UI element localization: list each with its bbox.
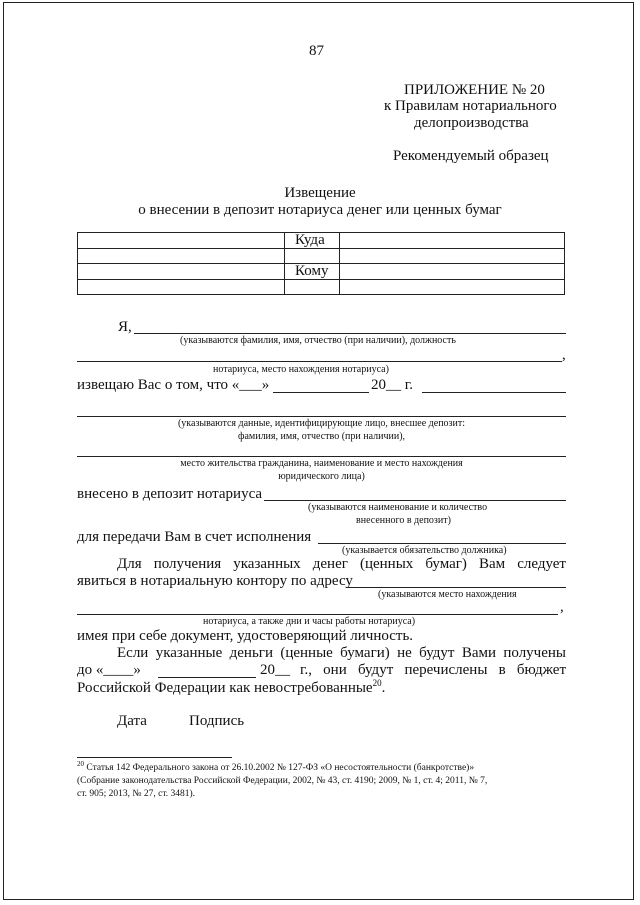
if-text: Если указанные деньги (ценные бумаги) не будут Вами получены xyxy=(117,645,566,661)
hint-depositor-2: фамилия, имя, отчество (при наличии), xyxy=(237,431,406,442)
date-label: Дата xyxy=(117,713,147,729)
notify-tail-line[interactable] xyxy=(422,392,566,393)
i-prefix: Я, xyxy=(118,319,132,335)
appendix-record-keeping: делопроизводства xyxy=(414,115,529,131)
to-where-field[interactable] xyxy=(340,233,565,249)
notary-line[interactable] xyxy=(77,361,562,362)
receive-text: Для получения указанных денег (ценных бумаг) Вам следует xyxy=(117,556,566,572)
year-prefix: 20 xyxy=(371,377,386,393)
footnote-mark: 20 xyxy=(77,760,84,768)
to-whom-label: Кому xyxy=(285,264,340,280)
hint-name-qty-1: (указываются наименование и количество xyxy=(308,502,488,513)
appendix-to-rules: к Правилам нотариального xyxy=(384,98,557,114)
hint-depositor-1: (указываются данные, идентифицирующие лицо, внесшее депозит: xyxy=(177,418,466,429)
footnote-separator xyxy=(77,757,232,758)
until-suffix: г., они будут перечислены в бюджет xyxy=(300,662,566,678)
deposited-text: внесено в депозит нотариуса xyxy=(77,486,263,502)
address-line[interactable] xyxy=(346,587,566,588)
until-prefix: до «____» xyxy=(77,662,141,678)
fio-line[interactable] xyxy=(134,333,566,334)
to-where-label: Куда xyxy=(285,233,340,249)
recommended-sample: Рекомендуемый образец xyxy=(393,148,549,164)
hint-residence-2: юридического лица) xyxy=(278,471,365,482)
hint-location: (указываются место нахождения xyxy=(378,589,517,600)
hint-obligation: (указывается обязательство должника) xyxy=(342,545,507,556)
footnote-line-2: (Собрание законодательства Российской Федерации, 2002, № 43, ст. 4190; 2009, № 1, ст. 4; 2011, № 7, xyxy=(77,776,488,786)
depositor-line-2[interactable] xyxy=(77,456,566,457)
hint-fio: (указываются фамилия, имя, отчество (при наличии), должность xyxy=(180,335,456,346)
document-subtitle: о внесении в депозит нотариуса денег или ценных бумаг xyxy=(138,202,502,218)
until-year: 20__ xyxy=(260,662,290,678)
hint-hours: нотариуса, а также дни и часы работы нотариуса) xyxy=(203,616,416,627)
comma-2: , xyxy=(560,599,564,615)
transfer-text: для передачи Вам в счет исполнения xyxy=(77,529,312,545)
hint-notary: нотариуса, место нахождения нотариуса) xyxy=(213,364,389,375)
address-table xyxy=(77,232,565,295)
appendix-label: ПРИЛОЖЕНИЕ № 20 xyxy=(404,82,545,98)
document-title: Извещение xyxy=(284,185,356,201)
to-whom-field[interactable] xyxy=(340,264,565,280)
hint-name-qty-2: внесенного в депозит) xyxy=(356,515,451,526)
deposited-line[interactable] xyxy=(264,500,566,501)
footnote-line-3: ст. 905; 2013, № 27, ст. 3481). xyxy=(77,789,196,799)
appear-text: явиться в нотариальную контору по адресу xyxy=(77,573,353,589)
transfer-line[interactable] xyxy=(318,543,566,544)
footnote-line-1: $^{20}$ Статья 142 Федерального закона от 26.10.2002 № 127-ФЗ «О несостоятельности (банкротстве)» xyxy=(77,760,475,774)
signature-label: Подпись xyxy=(189,713,245,729)
location-line[interactable] xyxy=(77,614,558,615)
year-suffix: __ г. xyxy=(386,377,413,393)
federation-text: Российской Федерации как невостребованные$^{20}$. xyxy=(77,678,386,696)
document-text: имея при себе документ, удостоверяющий личность. xyxy=(77,628,414,644)
page-number: 87 xyxy=(309,43,324,59)
notify-text: извещаю Вас о том, что «___» xyxy=(77,377,270,393)
until-month-line[interactable] xyxy=(158,677,256,678)
hint-residence-1: место жительства гражданина, наименование и место нахождения xyxy=(180,458,463,469)
footnote-ref: 20 xyxy=(372,678,382,688)
comma-1: , xyxy=(562,347,566,363)
depositor-line-1[interactable] xyxy=(77,416,566,417)
notify-month-line[interactable] xyxy=(273,392,369,393)
